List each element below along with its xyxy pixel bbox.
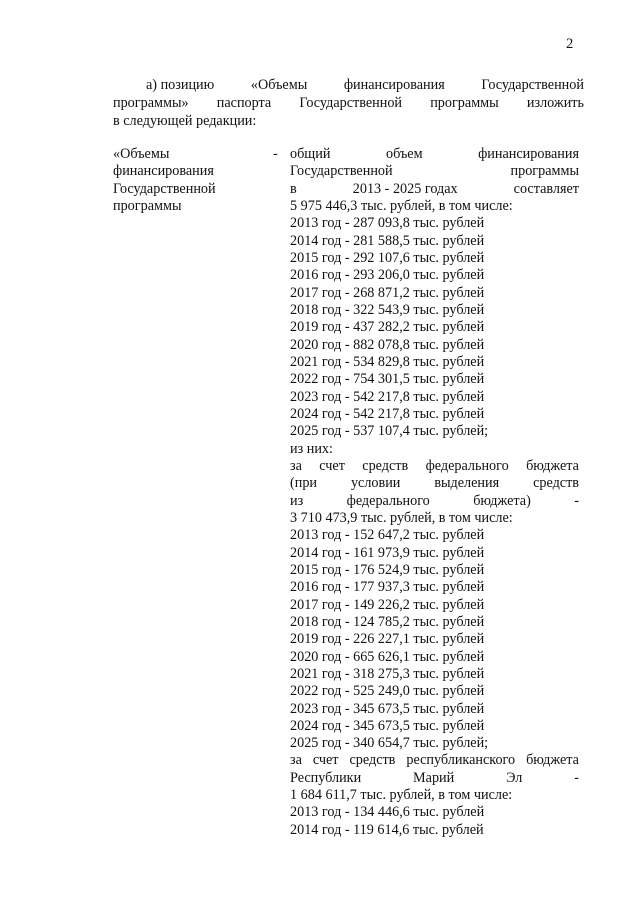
word: -: [574, 769, 579, 786]
word: а) позицию: [146, 77, 215, 93]
word: условии: [350, 475, 401, 492]
word: Республики: [290, 769, 362, 786]
word: 2013 - 2025 годах: [352, 180, 458, 197]
year-amount-line: 2013 год - 152 647,2 тыс. рублей: [290, 527, 485, 544]
intro-line-2: [113, 94, 584, 112]
federal-line-1: [290, 458, 579, 475]
total-line-1: [290, 146, 579, 163]
word: средств: [362, 457, 409, 474]
word: счет: [319, 457, 345, 474]
page-number: 2: [566, 36, 574, 52]
word: объем: [385, 146, 423, 162]
year-amount-line: 2015 год - 176 524,9 тыс. рублей: [290, 561, 485, 578]
word: счет: [312, 752, 339, 769]
year-amount-line: 2021 год - 534 829,8 тыс. рублей: [290, 353, 485, 370]
republic-years-list: [290, 804, 579, 839]
word: бюджета: [526, 457, 579, 474]
year-amount-line: 2015 год - 292 107,6 тыс. рублей: [290, 249, 485, 266]
year-amount-line: 2014 год - 119 614,6 тыс. рублей: [290, 821, 484, 838]
year-amount-line: 2022 год - 525 249,0 тыс. рублей: [290, 683, 485, 700]
year-amount-line: 2024 год - 542 217,8 тыс. рублей: [290, 405, 485, 422]
label-line: Государственной: [113, 180, 216, 197]
year-amount-line: 2024 год - 345 673,5 тыс. рублей: [290, 717, 485, 734]
federal-line-3: [290, 493, 579, 510]
year-amount-line: 2017 год - 268 871,2 тыс. рублей: [290, 284, 485, 301]
intro-paragraph: [113, 76, 584, 130]
total-amount: 5 975 446,3 тыс. рублей, в том числе:: [290, 197, 513, 214]
year-amount-line: 2014 год - 161 973,9 тыс. рублей: [290, 544, 485, 561]
right-column-funding: [290, 146, 579, 839]
total-line-2: [290, 163, 579, 180]
total-years-list: [290, 215, 579, 440]
year-amount-line: 2020 год - 665 626,1 тыс. рублей: [290, 648, 485, 665]
word: программы»: [113, 95, 189, 111]
word: программы: [510, 163, 579, 180]
year-amount-line: 2025 год - 340 654,7 тыс. рублей;: [290, 735, 489, 752]
word: Государственной: [290, 163, 393, 180]
word: программы: [430, 95, 499, 111]
year-amount-line: 2019 год - 437 282,2 тыс. рублей: [290, 319, 485, 336]
word: Эл: [506, 769, 523, 786]
label-line: финансирования: [113, 163, 214, 180]
total-line-3: [290, 181, 579, 198]
year-amount-line: 2018 год - 322 543,9 тыс. рублей: [290, 301, 485, 318]
republic-line-2: [290, 770, 579, 787]
federal-line-2: [290, 475, 579, 492]
word: «Объемы: [250, 77, 308, 93]
year-amount-line: 2023 год - 345 673,5 тыс. рублей: [290, 700, 485, 717]
word: за: [290, 752, 302, 769]
republic-line-1: [290, 752, 579, 769]
word: за: [290, 457, 302, 474]
word: -: [574, 492, 579, 509]
year-amount-line: 2017 год - 149 226,2 тыс. рублей: [290, 596, 485, 613]
word: общий: [290, 146, 331, 162]
year-amount-line: 2019 год - 226 227,1 тыс. рублей: [290, 631, 485, 648]
word: Государственной: [481, 77, 584, 93]
label-dash: -: [273, 146, 278, 162]
intro-line-3: в следующей редакции:: [113, 113, 257, 129]
word: составляет: [513, 180, 579, 197]
federal-amount: 3 710 473,9 тыс. рублей, в том числе:: [290, 509, 513, 526]
year-amount-line: 2013 год - 287 093,8 тыс. рублей: [290, 215, 485, 232]
word: из: [290, 492, 304, 509]
left-column-label: [113, 146, 283, 215]
year-amount-line: 2020 год - 882 078,8 тыс. рублей: [290, 336, 485, 353]
word: федерального: [425, 457, 509, 474]
year-amount-line: 2013 год - 134 446,6 тыс. рублей: [290, 804, 485, 821]
word: бюджета: [526, 752, 579, 769]
label-line: «Объемы: [113, 146, 170, 162]
year-amount-line: 2023 год - 542 217,8 тыс. рублей: [290, 388, 485, 405]
year-amount-line: 2016 год - 177 937,3 тыс. рублей: [290, 579, 485, 596]
word: средств: [533, 475, 579, 492]
of-them-label: из них:: [290, 440, 333, 457]
word: выделения: [434, 475, 500, 492]
federal-years-list: [290, 527, 579, 752]
year-amount-line: 2016 год - 293 206,0 тыс. рублей: [290, 267, 485, 284]
word: республиканского: [406, 752, 516, 769]
word: изложить: [526, 95, 584, 111]
year-amount-line: 2018 год - 124 785,2 тыс. рублей: [290, 613, 485, 630]
year-amount-line: 2025 год - 537 107,4 тыс. рублей;: [290, 423, 489, 440]
intro-line-1: [113, 76, 584, 94]
word: Марий: [413, 769, 455, 786]
word: финансирования: [343, 77, 445, 93]
republic-amount: 1 684 611,7 тыс. рублей, в том числе:: [290, 787, 513, 804]
word: федерального: [346, 492, 430, 509]
year-amount-line: 2022 год - 754 301,5 тыс. рублей: [290, 371, 485, 388]
word: Государственной: [299, 95, 403, 111]
word: бюджета): [473, 492, 531, 509]
word: паспорта: [216, 95, 272, 111]
word: в: [290, 180, 297, 197]
year-amount-line: 2021 год - 318 275,3 тыс. рублей: [290, 665, 485, 682]
word: (при: [290, 475, 318, 492]
label-line: программы: [113, 197, 182, 214]
word: финансирования: [478, 146, 579, 162]
year-amount-line: 2014 год - 281 588,5 тыс. рублей: [290, 232, 485, 249]
word: средств: [349, 752, 396, 769]
